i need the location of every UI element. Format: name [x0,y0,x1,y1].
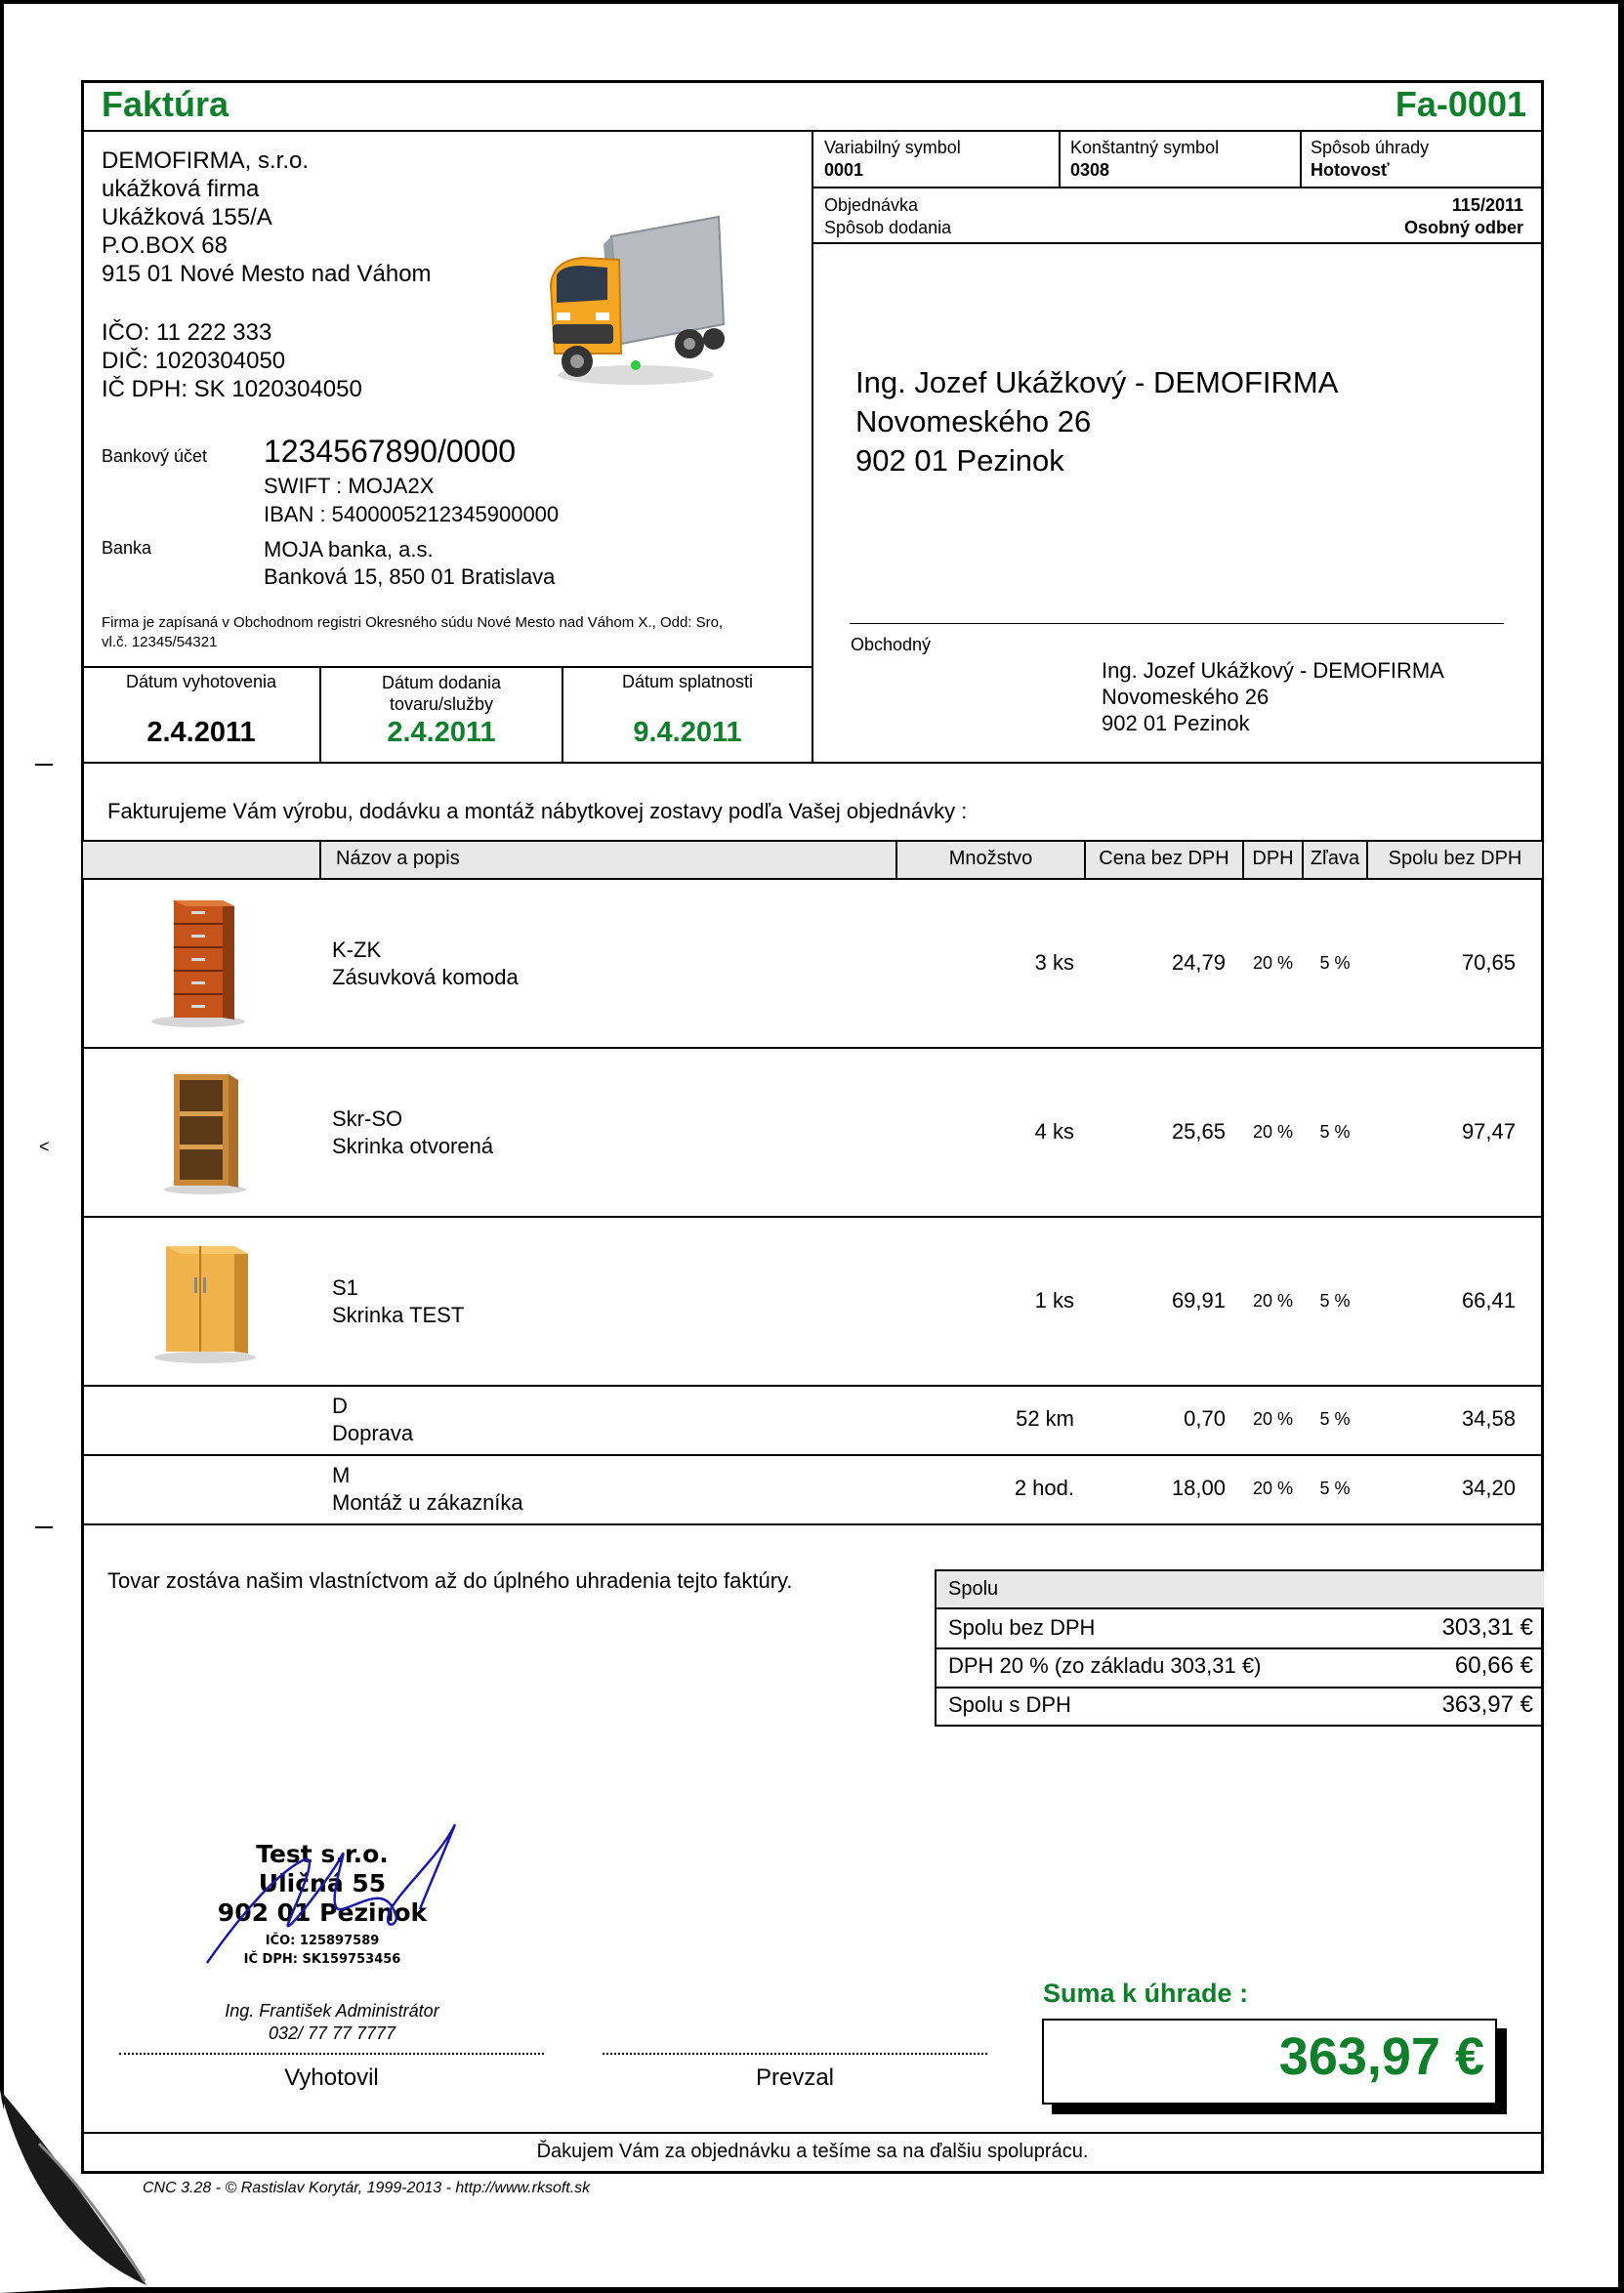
supplier-line: P.O.BOX 68 [102,232,228,259]
supplier-line: ukážková firma [102,176,260,202]
item-qty: 1 ks [1034,1288,1074,1313]
item-price: 69,91 [1171,1288,1226,1313]
delivery-method: Osobný odber [1403,218,1523,237]
item-vat: 20 % [1252,953,1294,973]
signer-info [156,2000,508,2045]
item-description [332,1462,523,1517]
item-code: K-ZK [332,938,382,962]
registry-line: Firma je zapísaná v Obchodnom registri Okresného súdu Nové Mesto nad Váhom X., Odd: Sro, [102,614,724,631]
item-price: 24,79 [1171,950,1226,975]
supplier-line: DEMOFIRMA, s.r.o. [102,147,310,174]
ownership-note: Tovar zostáva našim vlastníctvom až do úplného uhradenia tejto faktúry. [107,1568,793,1593]
items-table-bottom [83,1523,1542,1525]
item-price: 0,70 [1184,1406,1226,1431]
supplier-icdph: IČ DPH: SK 1020304050 [102,376,362,402]
item-description [332,937,519,991]
col-header-vat: DPH [1252,848,1294,869]
col-header-qty: Množstvo [948,848,1033,869]
item-row-divider [83,1216,1542,1218]
item-description [332,1105,493,1160]
delivery-method-label: Spôsob dodania [824,218,952,237]
received-by-label: Prevzal [755,2064,835,2091]
summary-net-label: Spolu bez DPH [948,1615,1096,1640]
bank-swift: SWIFT : MOJA2X [264,474,435,498]
summary-divider [935,1607,1544,1609]
supplier-line: Ukážková 155/A [102,204,272,230]
delivery-date-label-line: Dátum dodania [381,673,502,692]
item-code: S1 [332,1275,358,1300]
item-code: D [332,1394,348,1418]
stamp-line: Uličná 55 [258,1869,387,1897]
handwritten-signature-icon [195,1816,479,1973]
signer-phone: 032/ 77 77 7777 [268,2023,396,2043]
summary-divider [935,1687,1544,1688]
item-code: Skr-SO [332,1106,403,1131]
item-total: 70,65 [1461,950,1516,975]
variable-symbol-label: Variabilný symbol [824,138,961,157]
delivery-date-label-line: tovaru/služby [389,694,494,714]
open-shelf-image-icon [156,1068,249,1195]
stamp-line: 902 01 Pezinok [217,1898,428,1927]
signer-name: Ing. František Administrátor [225,2001,439,2021]
col-header-price: Cena bez DPH [1099,848,1229,869]
truck-logo-icon [543,207,729,393]
stamp-line: IČ DPH: SK159753456 [243,1952,401,1967]
customer-city: 902 01 Pezinok [855,443,1064,478]
item-row-divider [83,1385,1542,1387]
shipping-street: Novomeského 26 [1102,685,1270,709]
summary-vat: 60,66 € [1454,1652,1533,1679]
supplier-ico: IČO: 11 222 333 [102,319,272,346]
header-bottom-border [83,762,1542,764]
amount-due-label: Suma k úhrade : [1043,1979,1249,2008]
col-divider [319,841,321,878]
symbols-divider-1 [1059,131,1061,188]
payment-method-label: Spôsob úhrady [1311,138,1430,157]
supplier-address [102,146,432,288]
received-by-line [603,2053,987,2055]
item-total: 34,20 [1461,1476,1516,1500]
items-header-top [83,840,1542,842]
item-discount: 5 % [1319,1479,1351,1498]
summary-gross: 363,97 € [1441,1691,1533,1718]
order-bottom-border [812,242,1542,244]
item-description [332,1274,464,1329]
item-discount: 5 % [1319,953,1351,973]
supplier-line: 915 01 Nové Mesto nad Váhom [102,261,432,287]
bank-label: Banka [102,538,152,558]
customer-name: Ing. Jozef Ukážkový - DEMOFIRMA [855,365,1339,399]
dates-top-border [83,666,812,668]
software-credit: CNC 3.28 - © Rastislav Korytár, 1999-2013 - http://www.rksoft.sk [143,2180,591,2196]
item-desc: Doprava [332,1421,414,1445]
item-total: 97,47 [1461,1119,1516,1144]
customer-address [855,363,1338,480]
item-discount: 5 % [1319,1122,1351,1142]
stamp-line: IČO: 125897589 [265,1934,380,1948]
item-vat: 20 % [1252,1409,1294,1429]
summary-vat-label: DPH 20 % (zo základu 303,31 €) [948,1653,1262,1678]
intro-text: Fakturujeme Vám výrobu, dodávku a montáž nábytkovej zostavy podľa Vašej objednávky : [107,799,968,823]
shipping-city: 902 01 Pezinok [1102,711,1250,735]
col-header-name: Názov a popis [336,848,460,869]
fold-mark: < [39,1137,50,1156]
col-header-total: Spolu bez DPH [1388,848,1522,869]
item-vat: 20 % [1252,1291,1294,1311]
item-row-divider [83,1047,1542,1049]
item-desc: Montáž u zákazníka [332,1490,523,1515]
item-total: 34,58 [1461,1406,1516,1431]
item-qty: 3 ks [1034,950,1074,975]
item-vat: 20 % [1252,1479,1294,1498]
thanks-note: Ďakujem Vám za objednávku a tešíme sa na ďalšiu spoluprácu. [536,2141,1089,2162]
supplier-dic: DIČ: 1020304050 [102,348,286,374]
fold-mark-top [35,764,53,766]
registry-line: vl.č. 12345/54321 [102,634,218,650]
summary-header: Spolu [948,1578,999,1600]
symbols-bottom-border [812,187,1542,188]
item-discount: 5 % [1319,1291,1351,1311]
items-header-bottom [83,878,1542,880]
variable-symbol: 0001 [824,160,864,180]
summary-divider [935,1647,1544,1649]
invoice-number: Fa-0001 [1395,84,1526,124]
shipping-label: Obchodný [851,635,932,654]
constant-symbol: 0308 [1070,160,1110,180]
supplier-ids [102,318,362,403]
item-discount: 5 % [1319,1409,1351,1429]
item-desc: Zásuvková komoda [332,965,519,989]
registry-note [102,613,723,652]
item-price: 18,00 [1171,1476,1226,1500]
issue-date-label: Dátum vyhotovenia [125,672,277,691]
bank-account-number: 1234567890/0000 [264,434,517,469]
bank-address: Banková 15, 850 01 Bratislava [264,564,556,589]
issue-date: 2.4.2011 [146,717,256,748]
shipping-divider [850,623,1504,624]
bank-name: MOJA banka, a.s. [264,537,434,562]
issued-by-label: Vyhotovil [284,2064,379,2091]
item-row-divider [83,1454,1542,1456]
symbols-divider-2 [1300,131,1302,188]
drawer-chest-image-icon [145,896,252,1028]
footer-divider [83,2132,1542,2134]
amount-due: 363,97 € [1278,2027,1484,2086]
item-price: 25,65 [1171,1119,1226,1144]
item-desc: Skrinka otvorená [332,1134,494,1158]
customer-street: Novomeského 26 [855,404,1092,438]
fold-mark-bottom [35,1526,53,1528]
item-code: M [332,1463,351,1487]
shipping-name: Ing. Jozef Ukážkový - DEMOFIRMA [1102,658,1444,683]
shipping-address [1102,657,1444,736]
item-qty: 2 hod. [1014,1476,1074,1500]
due-date: 9.4.2011 [633,717,742,748]
cabinet-image-icon [146,1238,264,1365]
col-header-discount: Zľava [1310,848,1360,869]
item-desc: Skrinka TEST [332,1303,465,1327]
item-description [332,1393,413,1447]
order-number: 115/2011 [1451,195,1523,215]
bank-account-label: Bankový účet [102,446,208,466]
delivery-date: 2.4.2011 [387,717,496,748]
constant-symbol-label: Konštantný symbol [1070,138,1220,157]
item-qty: 4 ks [1034,1119,1074,1144]
summary-gross-label: Spolu s DPH [948,1692,1071,1717]
summary-header-bg [937,1571,1544,1607]
due-date-label: Dátum splatnosti [621,672,754,691]
summary-net: 303,31 € [1441,1614,1533,1641]
delivery-date-label [321,672,562,715]
stamp-line: Test s.r.o. [256,1840,389,1868]
order-label: Objednávka [824,195,919,215]
bank-iban: IBAN : 5400005212345900000 [264,502,560,526]
issued-by-line [119,2053,544,2055]
item-total: 66,41 [1461,1288,1516,1313]
payment-method: Hotovosť [1311,160,1390,180]
item-vat: 20 % [1252,1122,1294,1142]
item-qty: 52 km [1016,1406,1074,1431]
invoice-title: Faktúra [102,84,229,124]
